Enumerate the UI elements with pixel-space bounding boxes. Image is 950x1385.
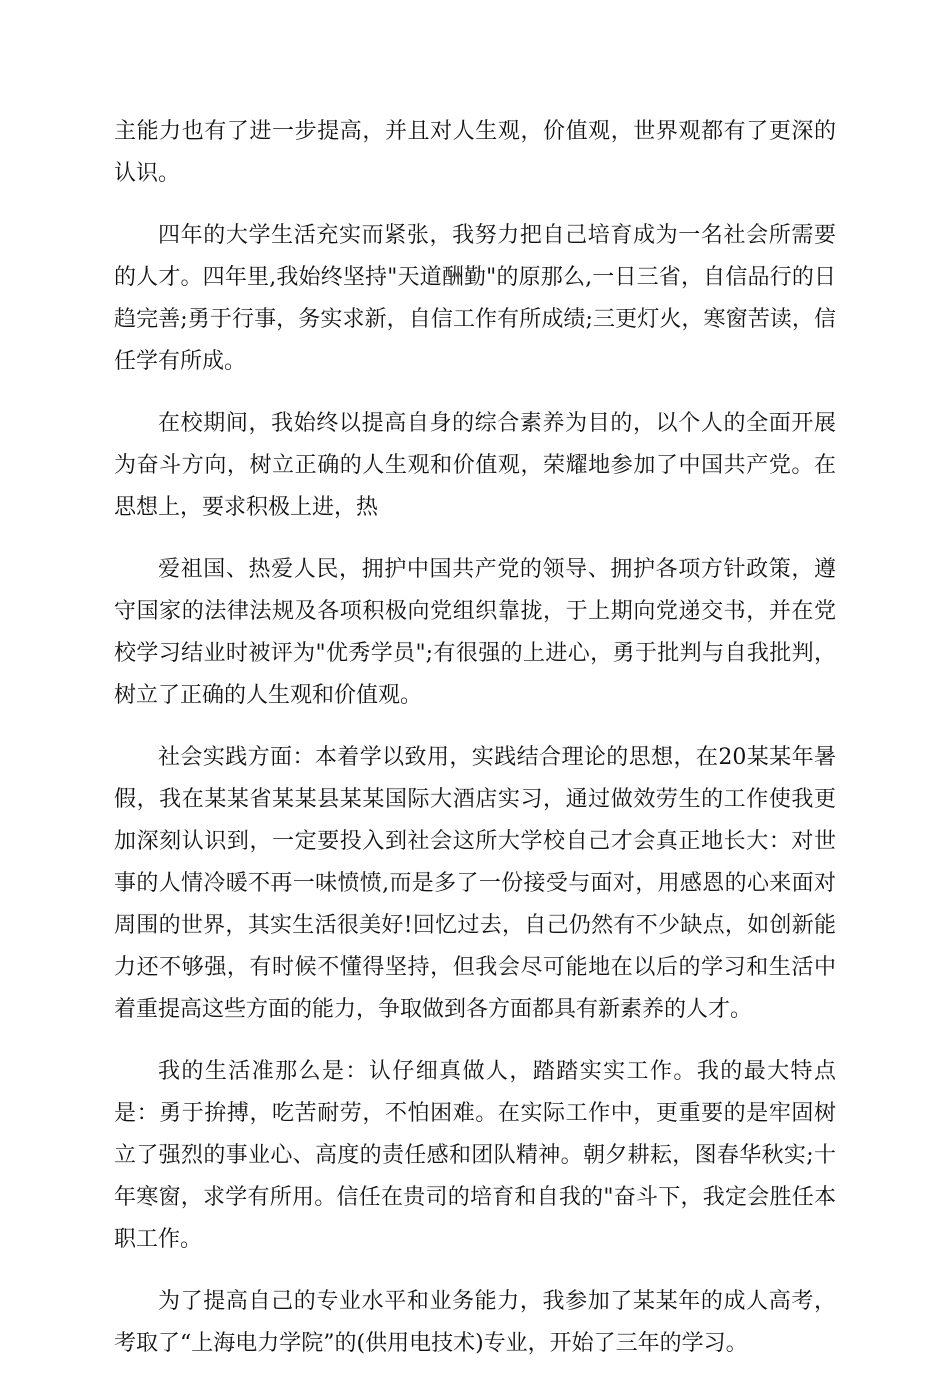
paragraph-4: 爱祖国、热爱人民，拥护中国共产党的领导、拥护各项方针政策，遵守国家的法律法规及各项积极向党组织靠拢，于上期向党递交书，并在党校学习结业时被评为"优秀学员";有很强的上进心，勇于批判与自我批判，树立了正确的人生观和价值观。	[114, 557, 836, 708]
paragraph-1: 主能力也有了进一步提高，并且对人生观，价值观，世界观都有了更深的认识。	[114, 119, 836, 186]
paragraph-7: 为了提高自己的专业水平和业务能力，我参加了某某年的成人高考，考取了“上海电力学院”的(供用电技术)专业，开始了三年的学习。	[114, 1289, 836, 1356]
paragraph-2: 四年的大学生活充实而紧张，我努力把自己培育成为一名社会所需要的人才。四年里,我始终坚持"天道酬勤"的原那么,一日三省，自信品行的日趋完善;勇于行事，务实求新，自信工作有所成绩;三更灯火，寒窗苦读，信任学有所成。	[114, 223, 836, 374]
paragraph-5: 社会实践方面：本着学以致用，实践结合理论的思想，在20某某年暑假，我在某某省某某县某某国际大酒店实习，通过做效劳生的工作使我更加深刻认识到，一定要投入到社会这所大学校自己才会真正地长大：对世事的人情冷暖不再一味愤愤,而是多了一份接受与面对，用感恩的心来面对周围的世界，其实生活很美好!回忆过去，自己仍然有不少缺点，如创新能力还不够强，有时候不懂得坚持，但我会尽可能地在以后的学习和生活中着重提高这些方面的能力，争取做到各方面都具有新素养的人才。	[114, 745, 836, 1022]
document-body	[114, 111, 836, 1385]
paragraph-3: 在校期间，我始终以提高自身的综合素养为目的，以个人的全面开展为奋斗方向，树立正确的人生观和价值观，荣耀地参加了中国共产党。在思想上，要求积极上进，热	[114, 411, 836, 520]
paragraph-6: 我的生活准那么是：认仔细真做人，踏踏实实工作。我的最大特点是：勇于拚搏，吃苦耐劳，不怕困难。在实际工作中，更重要的是牢固树立了强烈的事业心、高度的责任感和团队精神。朝夕耕耘，图春华秋实;十年寒窗，求学有所用。信任在贵司的培育和自我的"奋斗下，我定会胜任本职工作。	[114, 1059, 836, 1252]
